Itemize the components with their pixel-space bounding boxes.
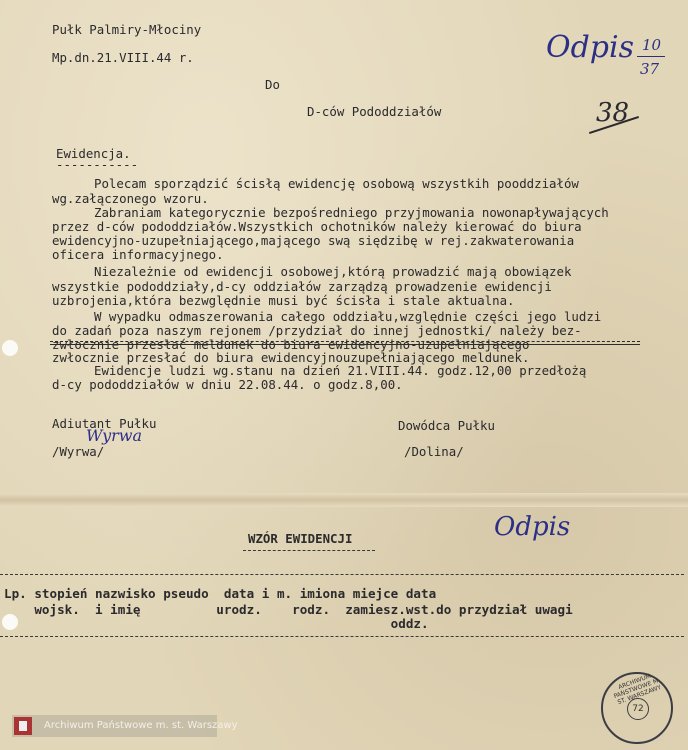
- strike-through: [50, 344, 640, 345]
- archive-stamp: [601, 672, 673, 744]
- handwritten-copy-mark-lower: Odpis: [494, 512, 571, 542]
- commander-title: Dowódca Pułku: [398, 418, 495, 433]
- handwritten-number: 10: [642, 36, 662, 54]
- table-header-row: oddz.: [4, 616, 429, 631]
- adjutant-title: Adiutant Pułku: [52, 416, 157, 431]
- handwritten-signature: Wyrwa: [86, 426, 143, 445]
- body-line-struck: zwłocznie przesłać meldunek do biura ewidencyjno-uzupełniającego: [52, 337, 530, 352]
- body-line: wszystkie pododdziały,d-cy oddziałów zarządzą prowadzenie ewidencji: [52, 279, 552, 294]
- paper-fold: [0, 493, 688, 507]
- archive-logo-icon: [14, 717, 32, 735]
- handwritten-copy-mark: Odpis: [546, 30, 634, 65]
- table-top-rule: [0, 574, 684, 575]
- commander-name: /Dolina/: [404, 444, 464, 459]
- stamp-ring-text: ARCHIWUM PAŃSTWOWE M. ST. WARSZAWY: [612, 672, 663, 707]
- subject-heading: Ewidencja.: [56, 146, 131, 161]
- body-line: d-cy pododdziałów w dniu 22.08.44. o godz.8,00.: [52, 377, 403, 392]
- crossed-number: 38: [596, 98, 630, 128]
- body-line: Niezależnie od ewidencji osobowej,którą prowadzić mają obowiązek: [94, 264, 572, 279]
- handwritten-number: 37: [640, 60, 660, 78]
- body-line: W wypadku odmaszerowania całego oddziału,względnie części jego ludzi: [94, 309, 602, 324]
- strike-through: [50, 341, 640, 342]
- archive-footer-text: Archiwum Państwowe m. st. Warszawy: [44, 720, 238, 731]
- place-date: Mp.dn.21.VIII.44 r.: [52, 50, 194, 65]
- body-line: Ewidencje ludzi wg.stanu na dzień 21.VIII.44. godz.12,00 przedłożą: [94, 363, 587, 378]
- title-underline: [243, 550, 375, 551]
- stamp-number: 72: [627, 698, 649, 720]
- table-bottom-rule: [0, 636, 684, 637]
- body-line: Polecam sporządzić ścisłą ewidencję osobową wszystkih pooddziałów: [94, 176, 579, 191]
- subject-underline: -----------: [56, 157, 139, 172]
- body-line: przez d-ców pododdziałów.Wszystkich ochotników należy kierować do biura: [52, 219, 582, 234]
- body-line: do zadań poza naszym rejonem /przydział do innej jednostki/ należy bez-: [52, 323, 582, 338]
- body-line: uzbrojenia,która bezwględnie musi być ścisła i stale aktualna.: [52, 293, 515, 308]
- body-line: Zabraniam kategorycznie bezpośredniego przyjmowania nowonapływających: [94, 205, 609, 220]
- body-line: oficera informacyjnego.: [52, 247, 224, 262]
- table-header-row: wojsk. i imię urodz. rodz. zamiesz.wst.do przydział uwagi: [4, 602, 573, 617]
- punch-hole: [2, 340, 18, 356]
- adjutant-name: /Wyrwa/: [52, 444, 105, 459]
- recipients: D-ców Pododdziałów: [307, 104, 442, 119]
- table-header-row: Lp. stopień nazwisko pseudo data i m. imiona miejce data: [4, 586, 437, 601]
- to-label: Do: [265, 77, 280, 92]
- fraction-line: [637, 56, 665, 57]
- body-line: ewidencyjno-uzupełniającego,mającego swą siędzibę w rej.zakwaterowania: [52, 233, 575, 248]
- body-line: zwłocznie przesłać do biura ewidencyjnouzupełniającego meldunek.: [52, 350, 530, 365]
- unit-name: Pułk Palmiry-Młociny: [52, 22, 202, 37]
- body-line: wg.załączonego wzoru.: [52, 191, 209, 206]
- template-title: WZÓR EWIDENCJI: [248, 531, 353, 546]
